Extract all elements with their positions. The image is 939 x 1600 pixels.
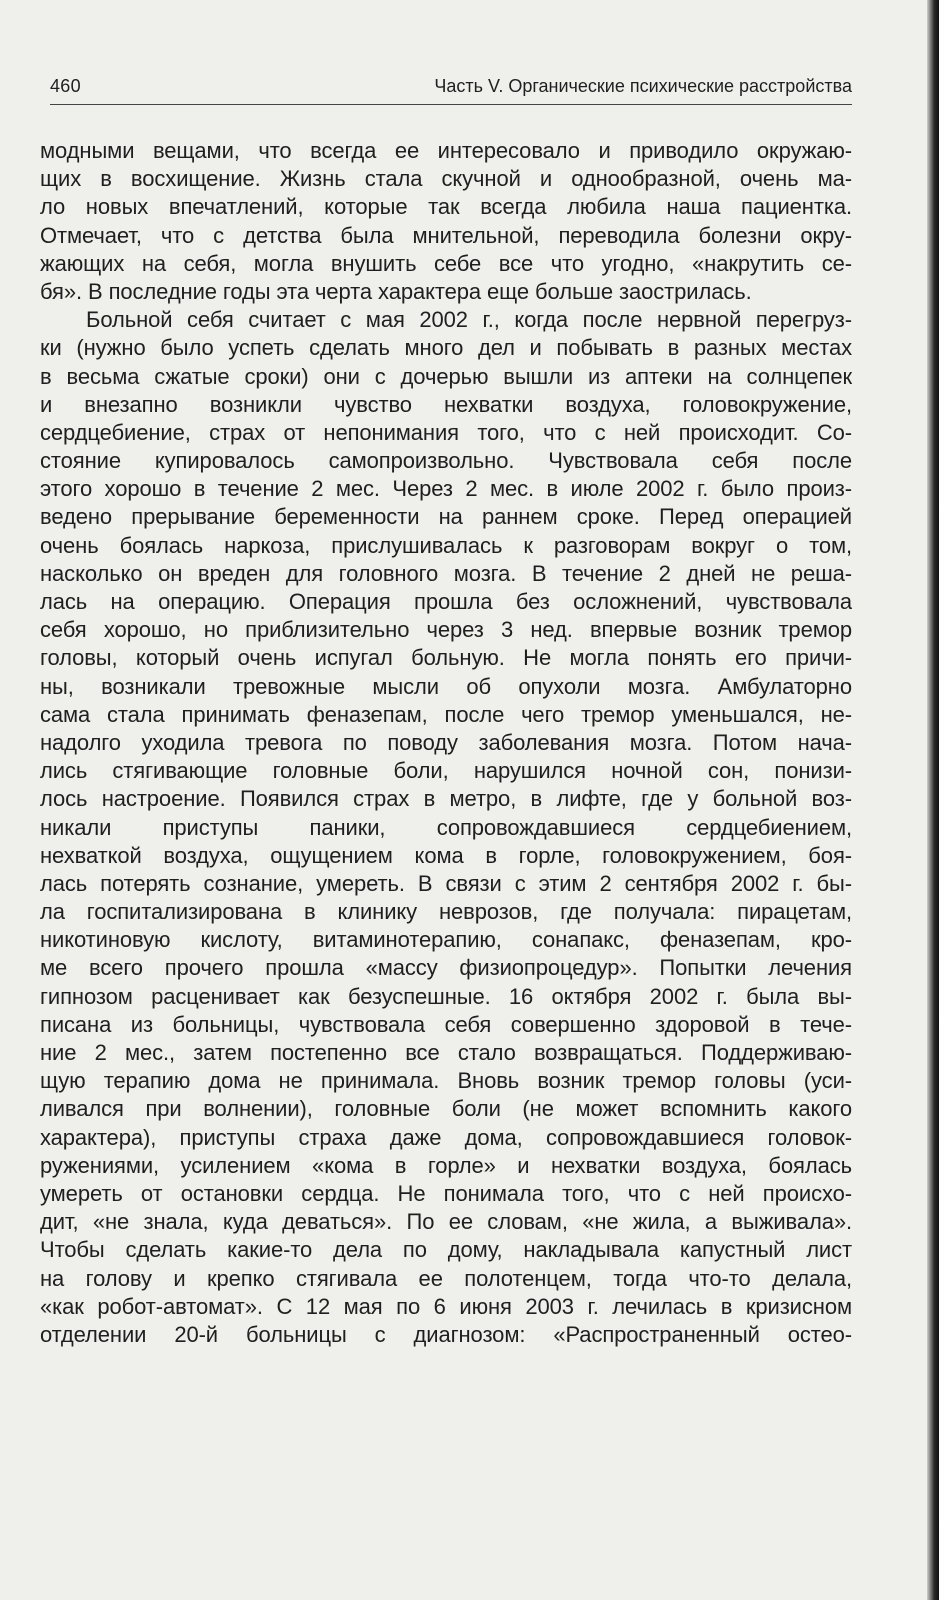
text-line: на голову и крепко стягивала ее полотенцем, тогда что-то делала, (40, 1265, 852, 1291)
text-line: ружениями, усилением «кома в горле» и нехватки воздуха, боялась (40, 1152, 852, 1178)
text-line: и внезапно возникли чувство нехватки воздуха, головокружение, (40, 391, 852, 417)
text-line: ло новых впечатлений, которые так всегда любила наша пациентка. (40, 194, 852, 220)
text-line: отделении 20-й больницы с диагнозом: «Распространенный остео- (40, 1321, 852, 1347)
text-line: этого хорошо в течение 2 мес. Через 2 мес. в июле 2002 г. было произ- (40, 476, 852, 502)
text-line: в весьма сжатые сроки) они с дочерью вышли из аптеки на солнцепек (40, 363, 852, 389)
text-line: гипнозом расценивает как безуспешные. 16 октября 2002 г. была вы- (40, 983, 852, 1009)
page-edge-shadow (927, 0, 939, 1600)
text-line: ние 2 мес., затем постепенно все стало возвращаться. Поддерживаю- (40, 1040, 852, 1065)
text-line: Чтобы сделать какие-то дела по дому, накладывала капустный лист (40, 1237, 852, 1263)
text-line: ме всего прочего прошла «массу физиопроцедур». Попытки лечения (40, 955, 852, 981)
text-line: характера), приступы страха даже дома, сопровождавшиеся головок- (40, 1124, 852, 1150)
text-line: щих в восхищение. Жизнь стала скучной и однообразной, очень ма- (40, 166, 852, 192)
text-line: ны, возникали тревожные мысли об опухоли мозга. Амбулаторно (40, 673, 852, 699)
running-title: Часть V. Органические психические расстройства (434, 76, 852, 96)
text-line: ки (нужно было успеть сделать много дел и побывать в разных местах (40, 335, 852, 361)
text-line: писана из больницы, чувствовала себя совершенно здоровой в тече- (40, 1011, 852, 1037)
text-line: жающих на себя, могла внушить себе все что угодно, «накрутить се- (40, 250, 852, 276)
text-line: дит, «не знала, куда деваться». По ее словам, «не жила, а выживала». (40, 1209, 852, 1235)
paragraph-start-line: Больной себя считает с мая 2002 г., когда после нервной перегруз- (86, 307, 852, 333)
text-line: лась на операцию. Операция прошла без осложнений, чувствовала (40, 589, 852, 614)
text-line: себя хорошо, но приблизительно через 3 нед. впервые возник тремор (40, 617, 852, 643)
text-line: ла госпитализирована в клинику неврозов, где получала: пирацетам, (40, 899, 852, 925)
text-line: ливался при волнении), головные боли (не может вспомнить какого (40, 1096, 852, 1122)
text-line: лась потерять сознание, умереть. В связи с этим 2 сентября 2002 г. бы- (40, 870, 852, 896)
text-line: стояние купировалось самопроизвольно. Чувствовала себя после (40, 448, 852, 474)
text-line: лось настроение. Появился страх в метро, в лифте, где у больной воз- (40, 786, 852, 812)
text-line: насколько он вреден для головного мозга. В течение 2 дней не реша- (40, 560, 852, 586)
text-line: никотиновую кислоту, витаминотерапию, сонапакс, феназепам, кро- (40, 927, 852, 953)
text-line: очень боялась наркоза, прислушивалась к разговорам вокруг о том, (40, 532, 852, 558)
text-line: нехваткой воздуха, ощущением кома в горле, головокружением, боя- (40, 842, 852, 868)
text-line: модными вещами, что всегда ее интересовало и приводило окружаю- (40, 138, 852, 163)
text-line: щую терапию дома не принимала. Вновь возник тремор головы (уси- (40, 1068, 852, 1094)
text-line: умереть от остановки сердца. Не понимала того, что с ней происхо- (40, 1180, 852, 1206)
text-line: бя». В последние годы эта черта характера еще больше заострилась. (40, 278, 752, 304)
text-line: никали приступы паники, сопровождавшиеся сердцебиением, (40, 814, 852, 840)
page-header (50, 74, 852, 105)
text-line: «как робот-автомат». С 12 мая по 6 июня 2003 г. лечилась в кризисном (40, 1293, 852, 1319)
text-line: сердцебиение, страх от непонимания того, что с ней происходит. Со- (40, 419, 852, 445)
text-line: Отмечает, что с детства была мнительной, переводила болезни окру- (40, 222, 852, 248)
text-line: лись стягивающие головные боли, нарушился ночной сон, понизи- (40, 758, 852, 784)
body-text (40, 137, 852, 1349)
text-line: сама стала принимать феназепам, после чего тремор уменьшался, не- (40, 701, 852, 727)
text-line: надолго уходила тревога по поводу заболевания мозга. Потом нача- (40, 729, 852, 755)
text-line: ведено прерывание беременности на раннем сроке. Перед операцией (40, 504, 852, 530)
text-line: головы, который очень испугал больную. Не могла понять его причи- (40, 645, 852, 671)
page-number: 460 (50, 76, 81, 96)
